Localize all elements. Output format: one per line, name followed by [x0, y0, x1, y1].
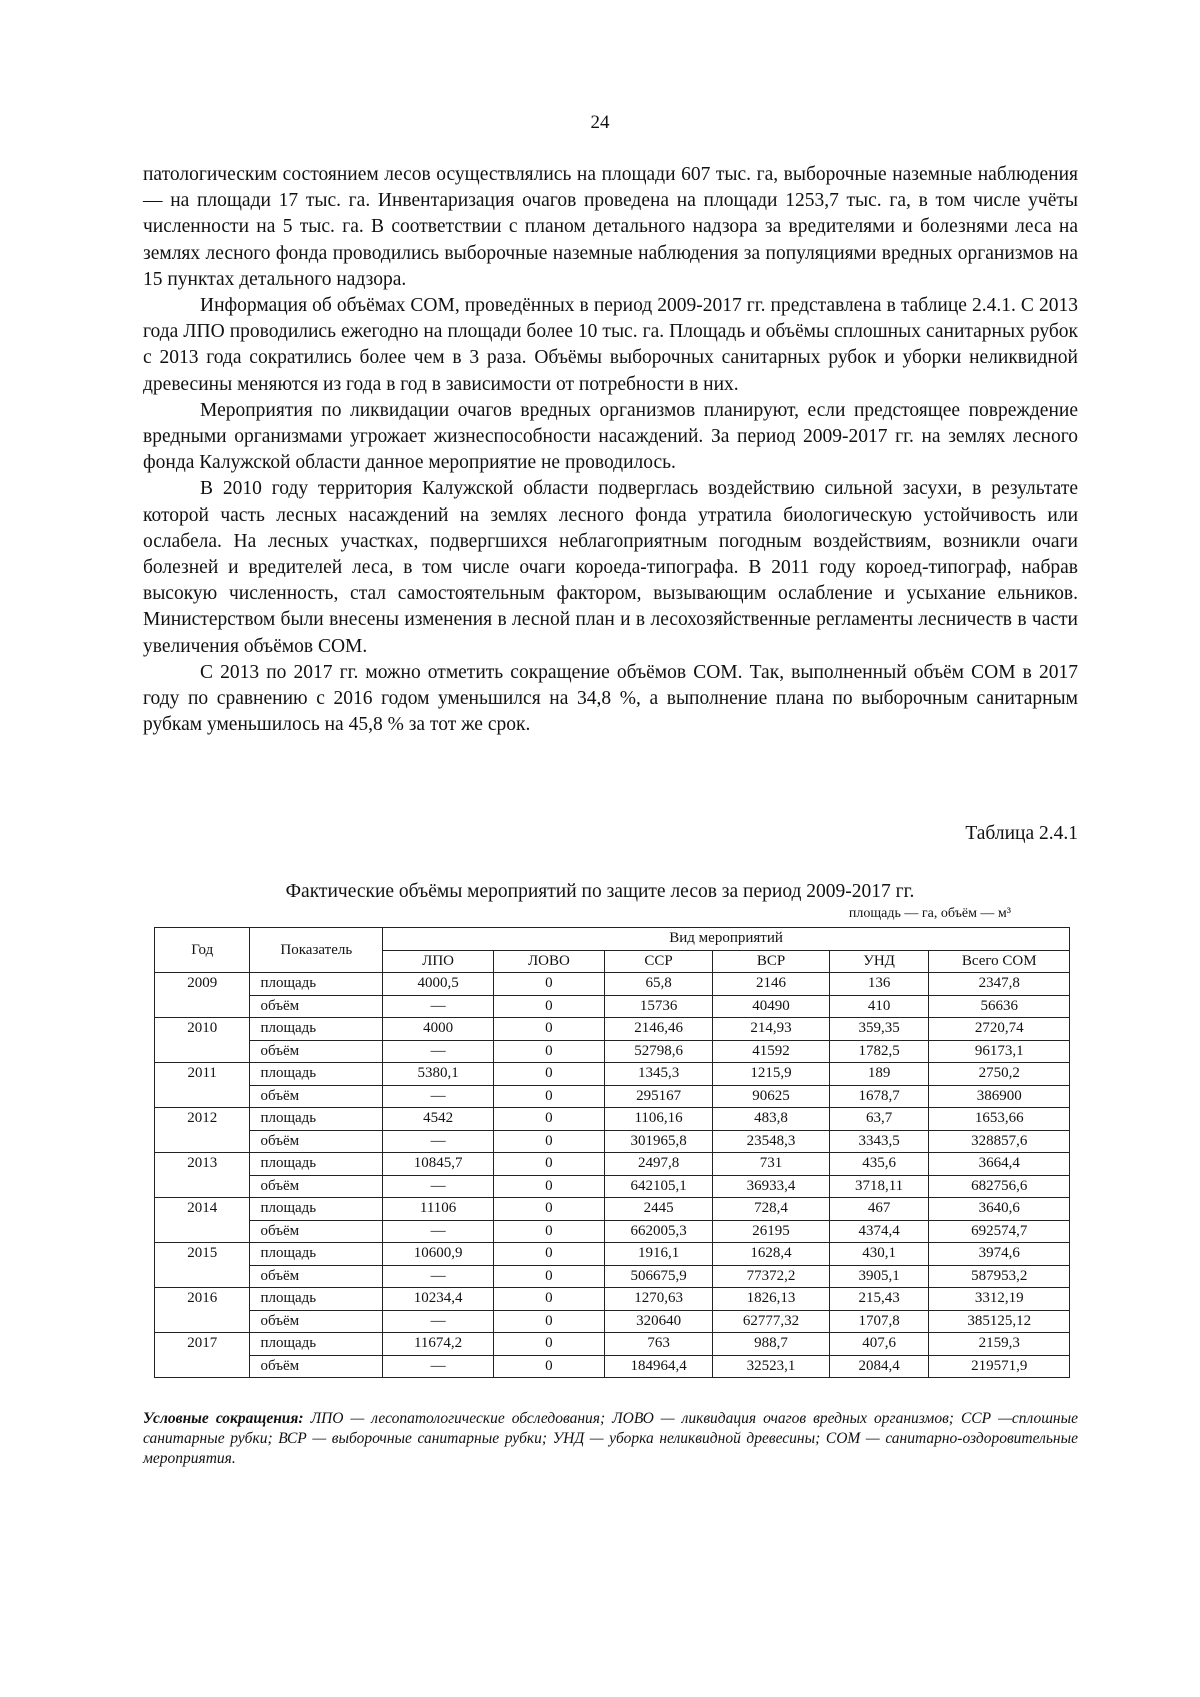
table-cell: 1916,1 — [604, 1243, 713, 1266]
table-cell: 3974,6 — [929, 1243, 1070, 1266]
table-cell: 483,8 — [713, 1108, 829, 1131]
row-year: 2015 — [155, 1243, 250, 1288]
table-cell: 0 — [493, 995, 604, 1018]
table-cell: 2347,8 — [929, 973, 1070, 996]
table-cell: 1826,13 — [713, 1288, 829, 1311]
table-cell: 587953,2 — [929, 1265, 1070, 1288]
indicator-volume: объём — [250, 1130, 383, 1153]
indicator-area: площадь — [250, 973, 383, 996]
table-cell: 214,93 — [713, 1018, 829, 1041]
abbreviations-text: ЛПО — лесопатологические обследования; ЛОВО — ликвидация очагов вредных организмов; ССР —сплошные санитарные рубки; ВСР — выборочные санитарные рубки; УНД — уборка неликвидной древесины; СОМ — санитарно-оздоровительные мероприятия. — [143, 1410, 1078, 1467]
table-cell: 62777,32 — [713, 1310, 829, 1333]
table-cell: 731 — [713, 1153, 829, 1176]
paragraph-4: В 2010 году территория Калужской области подверглась воздействию сильной засухи, в результате которой часть лесных насаждений на землях лесного фонда утратила биологическую устойчивость или ослабела. На лесных участках, подвергшихся неблагоприятным погодным воздействиям, возникли очаги болезней и вредителей леса, в том числе очаги короеда-типографа. В 2011 году короед-типограф, набрав высокую численность, стал самостоятельным фактором, вызывающим ослабление и усыхание ельников. Министерством были внесены изменения в лесной план и в лесохозяйственные регламенты лесничеств в части увеличения объёмов СОМ. — [143, 478, 1078, 657]
table-cell: 40490 — [713, 995, 829, 1018]
header-col-total: Всего СОМ — [929, 950, 1070, 973]
header-col-und: УНД — [829, 950, 929, 973]
paragraph-5: С 2013 по 2017 гг. можно отметить сокращение объёмов СОМ. Так, выполненный объём СОМ в 2017 году по сравнению с 2016 годом уменьшился на 34,8 %, а выполнение плана по выборочным санитарным рубкам уменьшилось на 45,8 % за тот же срок. — [143, 661, 1078, 736]
table-cell: 682756,6 — [929, 1175, 1070, 1198]
table-cell: 0 — [493, 1063, 604, 1086]
header-year: Год — [155, 928, 250, 973]
table-cell: 11106 — [383, 1198, 494, 1221]
table-cell: — — [383, 1310, 494, 1333]
table-row — [155, 1198, 1070, 1221]
table-row — [155, 1243, 1070, 1266]
table-cell: 10234,4 — [383, 1288, 494, 1311]
table-cell: 52798,6 — [604, 1040, 713, 1063]
page-number: 24 — [590, 112, 610, 133]
table-cell: 1782,5 — [829, 1040, 929, 1063]
abbreviations-lead: Условные сокращения: — [143, 1410, 304, 1427]
indicator-area: площадь — [250, 1243, 383, 1266]
table-cell: 1215,9 — [713, 1063, 829, 1086]
row-year: 2009 — [155, 973, 250, 1018]
table-cell: — — [383, 995, 494, 1018]
indicator-area: площадь — [250, 1333, 383, 1356]
table-cell: 96173,1 — [929, 1040, 1070, 1063]
table-row — [155, 1063, 1070, 1086]
table-label: Таблица 2.4.1 — [965, 823, 1078, 844]
body-text — [143, 162, 1078, 738]
table-cell: 385125,12 — [929, 1310, 1070, 1333]
table-cell: 320640 — [604, 1310, 713, 1333]
table-row — [155, 1130, 1070, 1153]
table-cell: 41592 — [713, 1040, 829, 1063]
header-col-lovo: ЛОВО — [493, 950, 604, 973]
table-cell: 763 — [604, 1333, 713, 1356]
indicator-area: площадь — [250, 1108, 383, 1131]
table-cell: 56636 — [929, 995, 1070, 1018]
table-cell: 435,6 — [829, 1153, 929, 1176]
row-year: 2016 — [155, 1288, 250, 1333]
table-cell: 0 — [493, 973, 604, 996]
table-body — [155, 973, 1070, 1378]
indicator-volume: объём — [250, 1310, 383, 1333]
indicator-area: площадь — [250, 1063, 383, 1086]
table-cell: 2445 — [604, 1198, 713, 1221]
table-cell: 5380,1 — [383, 1063, 494, 1086]
row-year: 2017 — [155, 1333, 250, 1378]
table-cell: 3905,1 — [829, 1265, 929, 1288]
table-cell: — — [383, 1130, 494, 1153]
table-cell: 386900 — [929, 1085, 1070, 1108]
table-cell: 219571,9 — [929, 1355, 1070, 1378]
table-cell: 0 — [493, 1355, 604, 1378]
table-cell: — — [383, 1085, 494, 1108]
table-row — [155, 1153, 1070, 1176]
table-cell: 0 — [493, 1040, 604, 1063]
table-cell: 4000 — [383, 1018, 494, 1041]
table-cell: 410 — [829, 995, 929, 1018]
table-cell: 90625 — [713, 1085, 829, 1108]
table-cell: — — [383, 1220, 494, 1243]
table-row — [155, 1310, 1070, 1333]
table-cell: 189 — [829, 1063, 929, 1086]
row-year: 2014 — [155, 1198, 250, 1243]
table-cell: 77372,2 — [713, 1265, 829, 1288]
row-year: 2013 — [155, 1153, 250, 1198]
table-cell: 4542 — [383, 1108, 494, 1131]
table-cell: 0 — [493, 1130, 604, 1153]
table-cell: 430,1 — [829, 1243, 929, 1266]
table-cell: 0 — [493, 1018, 604, 1041]
table-row — [155, 1040, 1070, 1063]
table-cell: — — [383, 1355, 494, 1378]
table-title: Фактические объёмы мероприятий по защите лесов за период 2009-2017 гг. — [285, 881, 915, 902]
table-cell: 0 — [493, 1220, 604, 1243]
header-indicator: Показатель — [250, 928, 383, 973]
row-year: 2010 — [155, 1018, 250, 1063]
table-cell: — — [383, 1040, 494, 1063]
table-header — [155, 928, 1070, 973]
indicator-volume: объём — [250, 1085, 383, 1108]
table-cell: 407,6 — [829, 1333, 929, 1356]
table-cell: 23548,3 — [713, 1130, 829, 1153]
table-row — [155, 1018, 1070, 1041]
table-row — [155, 1265, 1070, 1288]
table-cell: 0 — [493, 1265, 604, 1288]
table-cell: 10845,7 — [383, 1153, 494, 1176]
indicator-area: площадь — [250, 1288, 383, 1311]
row-year: 2011 — [155, 1063, 250, 1108]
table-cell: 63,7 — [829, 1108, 929, 1131]
table-cell: 11674,2 — [383, 1333, 494, 1356]
header-col-vsr: ВСР — [713, 950, 829, 973]
table-cell: 0 — [493, 1153, 604, 1176]
table-cell: 0 — [493, 1243, 604, 1266]
table-cell: 1653,66 — [929, 1108, 1070, 1131]
table-cell: 2084,4 — [829, 1355, 929, 1378]
indicator-area: площадь — [250, 1018, 383, 1041]
table-cell: 988,7 — [713, 1333, 829, 1356]
table-row — [155, 1220, 1070, 1243]
table-row — [155, 995, 1070, 1018]
table-cell: 2720,74 — [929, 1018, 1070, 1041]
table-cell: — — [383, 1175, 494, 1198]
indicator-area: площадь — [250, 1153, 383, 1176]
table-cell: 215,43 — [829, 1288, 929, 1311]
table-cell: 1678,7 — [829, 1085, 929, 1108]
table-cell: 3343,5 — [829, 1130, 929, 1153]
table-cell: 2159,3 — [929, 1333, 1070, 1356]
table-cell: 65,8 — [604, 973, 713, 996]
table-cell: 1345,3 — [604, 1063, 713, 1086]
paragraph-2: Информация об объёмах СОМ, проведённых в период 2009-2017 гг. представлена в таблице 2.4.1. С 2013 года ЛПО проводились ежегодно на площади более 10 тыс. га. Площадь и объёмы сплошных санитарных рубок с 2013 года сократились более чем в 3 раза. Объёмы выборочных санитарных рубок и уборки неликвидной древесины меняются из года в год в зависимости от потребности в них. — [143, 295, 1078, 395]
table-cell: 184964,4 — [604, 1355, 713, 1378]
table-cell: 467 — [829, 1198, 929, 1221]
paragraph-1: патологическим состоянием лесов осуществлялись на площади 607 тыс. га, выборочные наземные наблюдения — на площади 17 тыс. га. Инвентаризация очагов проведена на площади 1253,7 тыс. га, в том числе учёты численности на 5 тыс. га. В соответствии с планом детального надзора за вредителями и болезнями леса на землях лесного фонда проводились выборочные наземные наблюдения за популяциями вредных организмов на 15 пунктах детального надзора. — [143, 164, 1078, 290]
table-cell: — — [383, 1265, 494, 1288]
table-cell: 0 — [493, 1085, 604, 1108]
table-cell: 0 — [493, 1108, 604, 1131]
table-cell: 0 — [493, 1310, 604, 1333]
measures-table — [154, 927, 1070, 1378]
table-cell: 0 — [493, 1198, 604, 1221]
indicator-volume: объём — [250, 1355, 383, 1378]
table-cell: 0 — [493, 1288, 604, 1311]
table-cell: 1106,16 — [604, 1108, 713, 1131]
table-cell: 36933,4 — [713, 1175, 829, 1198]
table-cell: 4374,4 — [829, 1220, 929, 1243]
table-cell: 0 — [493, 1175, 604, 1198]
indicator-volume: объём — [250, 1220, 383, 1243]
indicator-area: площадь — [250, 1198, 383, 1221]
table-cell: 642105,1 — [604, 1175, 713, 1198]
indicator-volume: объём — [250, 1265, 383, 1288]
table-cell: 0 — [493, 1333, 604, 1356]
indicator-volume: объём — [250, 1175, 383, 1198]
table-cell: 301965,8 — [604, 1130, 713, 1153]
table-cell: 1270,63 — [604, 1288, 713, 1311]
units-note: площадь — га, объём — м³ — [848, 906, 1011, 921]
table-cell: 4000,5 — [383, 973, 494, 996]
table-cell: 2146,46 — [604, 1018, 713, 1041]
table-cell: 692574,7 — [929, 1220, 1070, 1243]
table-cell: 2146 — [713, 973, 829, 996]
table-cell: 2497,8 — [604, 1153, 713, 1176]
table-row — [155, 1333, 1070, 1356]
row-year: 2012 — [155, 1108, 250, 1153]
paragraph-3: Мероприятия по ликвидации очагов вредных организмов планируют, если предстоящее повреждение вредными организмами угрожает жизнеспособности насаждений. За период 2009-2017 гг. на землях лесного фонда Калужской области данное мероприятие не проводилось. — [143, 399, 1078, 474]
table-cell: 15736 — [604, 995, 713, 1018]
table-cell: 26195 — [713, 1220, 829, 1243]
table-row — [155, 973, 1070, 996]
table-cell: 136 — [829, 973, 929, 996]
table-cell: 1628,4 — [713, 1243, 829, 1266]
indicator-volume: объём — [250, 995, 383, 1018]
table-cell: 1707,8 — [829, 1310, 929, 1333]
table-row — [155, 1288, 1070, 1311]
header-col-lpo: ЛПО — [383, 950, 494, 973]
table-row — [155, 1355, 1070, 1378]
abbreviations-note — [143, 1409, 1078, 1469]
table-cell: 32523,1 — [713, 1355, 829, 1378]
table-cell: 728,4 — [713, 1198, 829, 1221]
table-cell: 3718,11 — [829, 1175, 929, 1198]
table-cell: 10600,9 — [383, 1243, 494, 1266]
table-cell: 3640,6 — [929, 1198, 1070, 1221]
table-row — [155, 1085, 1070, 1108]
table-cell: 359,35 — [829, 1018, 929, 1041]
table-cell: 3312,19 — [929, 1288, 1070, 1311]
table-cell: 506675,9 — [604, 1265, 713, 1288]
indicator-volume: объём — [250, 1040, 383, 1063]
table-cell: 2750,2 — [929, 1063, 1070, 1086]
header-col-ssr: ССР — [604, 950, 713, 973]
table-row — [155, 1175, 1070, 1198]
table-cell: 328857,6 — [929, 1130, 1070, 1153]
table-row — [155, 1108, 1070, 1131]
table-cell: 295167 — [604, 1085, 713, 1108]
header-group: Вид мероприятий — [383, 928, 1070, 951]
table-cell: 662005,3 — [604, 1220, 713, 1243]
table-cell: 3664,4 — [929, 1153, 1070, 1176]
